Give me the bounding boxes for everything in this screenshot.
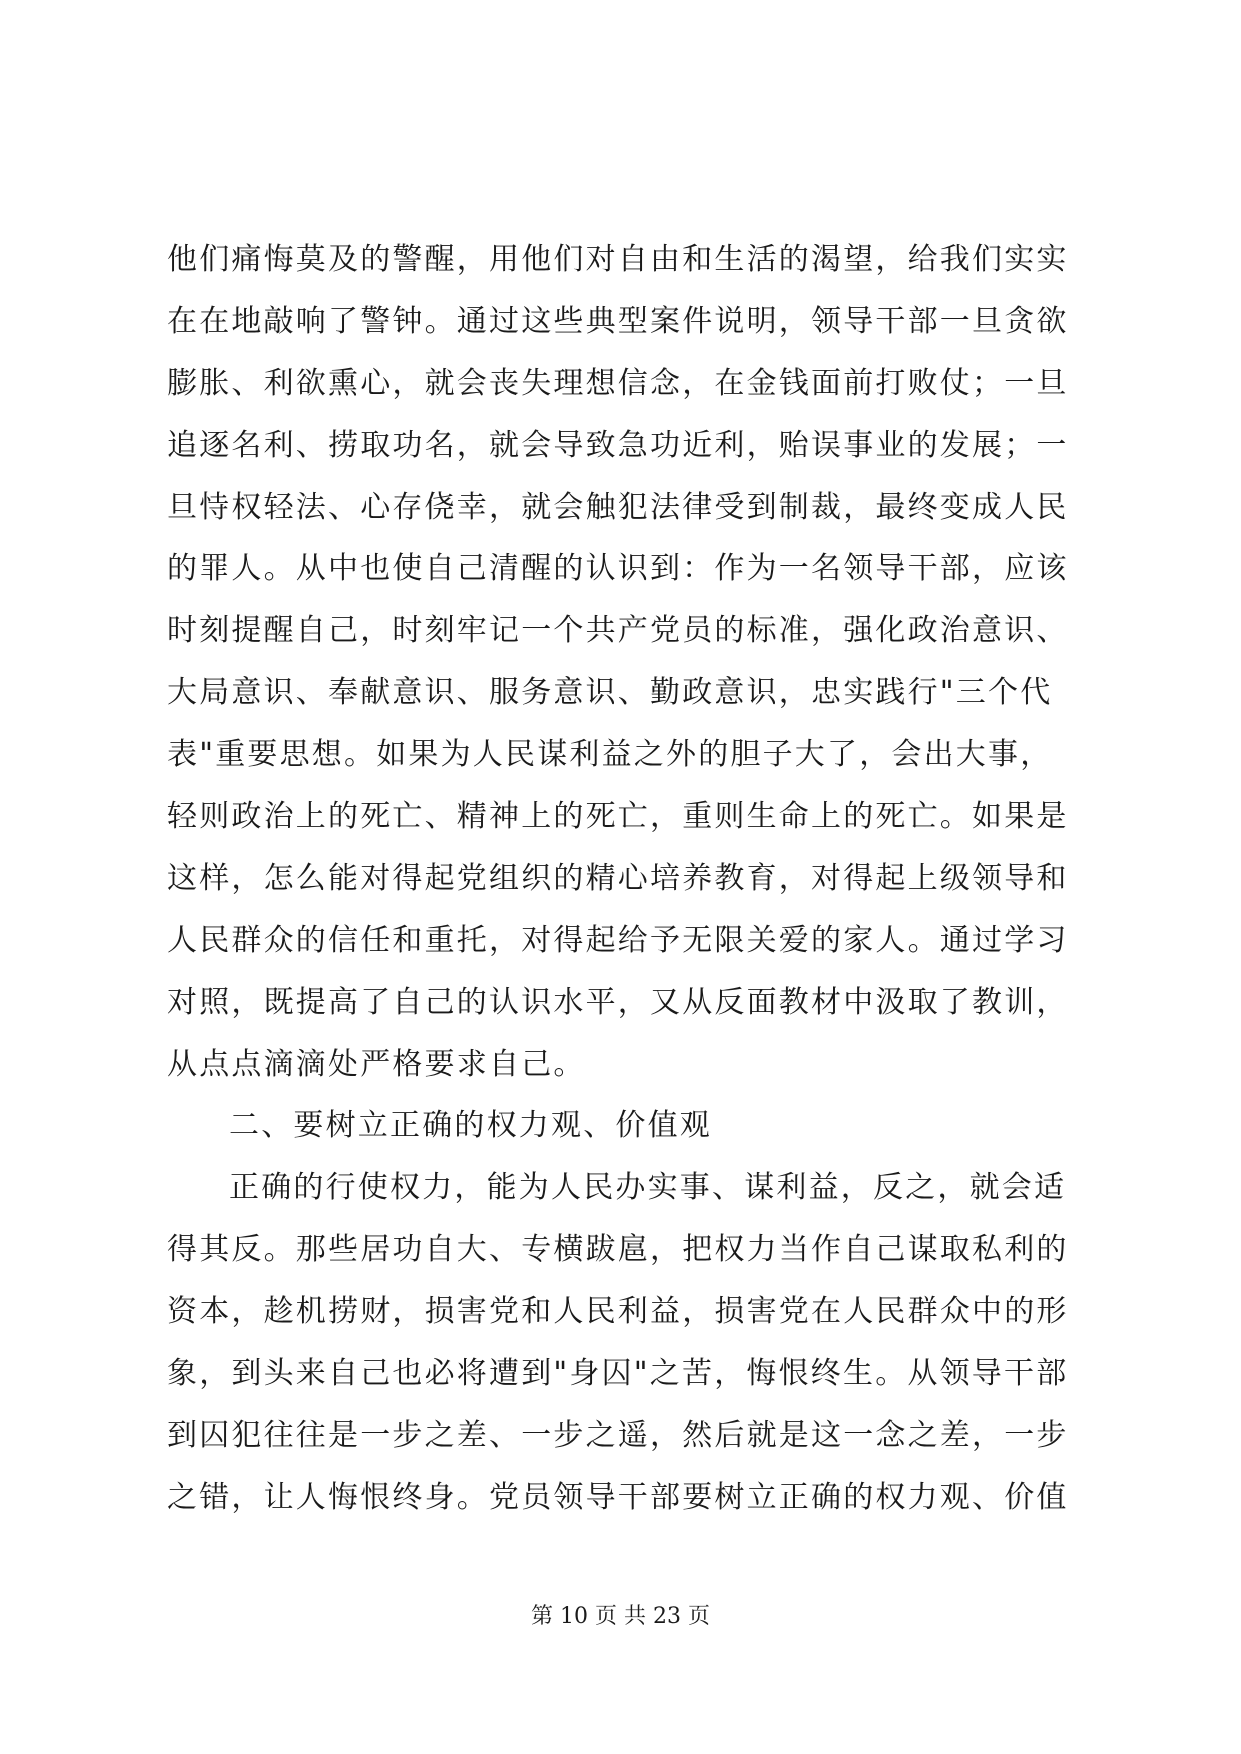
text-line: 象，到头来自己也必将遭到"身囚"之苦，悔恨终生。从领导干部 bbox=[167, 1356, 1069, 1392]
text-line: 之错，让人悔恨终身。党员领导干部要树立正确的权力观、价值 bbox=[167, 1479, 1069, 1515]
text-line: 对照，既提高了自己的认识水平，又从反面教材中汲取了教训， bbox=[167, 984, 1069, 1020]
text-line: 的罪人。从中也使自己清醒的认识到：作为一名领导干部，应该 bbox=[167, 551, 1069, 587]
text-line: 正确的行使权力，能为人民办实事、谋利益，反之，就会适 bbox=[229, 1170, 1067, 1206]
text-line: 轻则政治上的死亡、精神上的死亡，重则生命上的死亡。如果是 bbox=[167, 799, 1069, 835]
text-line: 在在地敲响了警钟。通过这些典型案件说明，领导干部一旦贪欲 bbox=[167, 303, 1069, 339]
text-line: 二、要树立正确的权力观、价值观 bbox=[229, 1108, 712, 1144]
text-line: 到囚犯往往是一步之差、一步之遥，然后就是这一念之差，一步 bbox=[167, 1417, 1069, 1453]
text-line: 从点点滴滴处严格要求自己。 bbox=[167, 1046, 586, 1082]
body-text bbox=[167, 229, 1087, 1529]
text-line: 他们痛悔莫及的警醒，用他们对自由和生活的渴望，给我们实实 bbox=[167, 242, 1069, 277]
page-footer: 第 10 页 共 23 页 bbox=[531, 1604, 710, 1629]
text-line: 这样，怎么能对得起党组织的精心培养教育，对得起上级领导和 bbox=[167, 860, 1069, 896]
text-line: 追逐名利、捞取功名，就会导致急功近利，贻误事业的发展；一 bbox=[167, 427, 1069, 463]
text-line: 得其反。那些居功自大、专横跋扈，把权力当作自己谋取私利的 bbox=[167, 1232, 1069, 1268]
text-line: 膨胀、利欲熏心，就会丧失理想信念，在金钱面前打败仗；一旦 bbox=[167, 365, 1069, 401]
text-line: 资本，趁机捞财，损害党和人民利益，损害党在人民群众中的形 bbox=[167, 1294, 1069, 1330]
text-line: 人民群众的信任和重托，对得起给予无限关爱的家人。通过学习 bbox=[167, 922, 1069, 958]
text-line: 大局意识、奉献意识、服务意识、勤政意识，忠实践行"三个代 bbox=[167, 675, 1053, 711]
text-line: 时刻提醒自己，时刻牢记一个共产党员的标准，强化政治意识、 bbox=[167, 613, 1069, 649]
text-line: 旦恃权轻法、心存侥幸，就会触犯法律受到制裁，最终变成人民 bbox=[167, 489, 1069, 525]
text-line: 表"重要思想。如果为人民谋利益之外的胆子大了，会出大事， bbox=[167, 737, 1053, 773]
